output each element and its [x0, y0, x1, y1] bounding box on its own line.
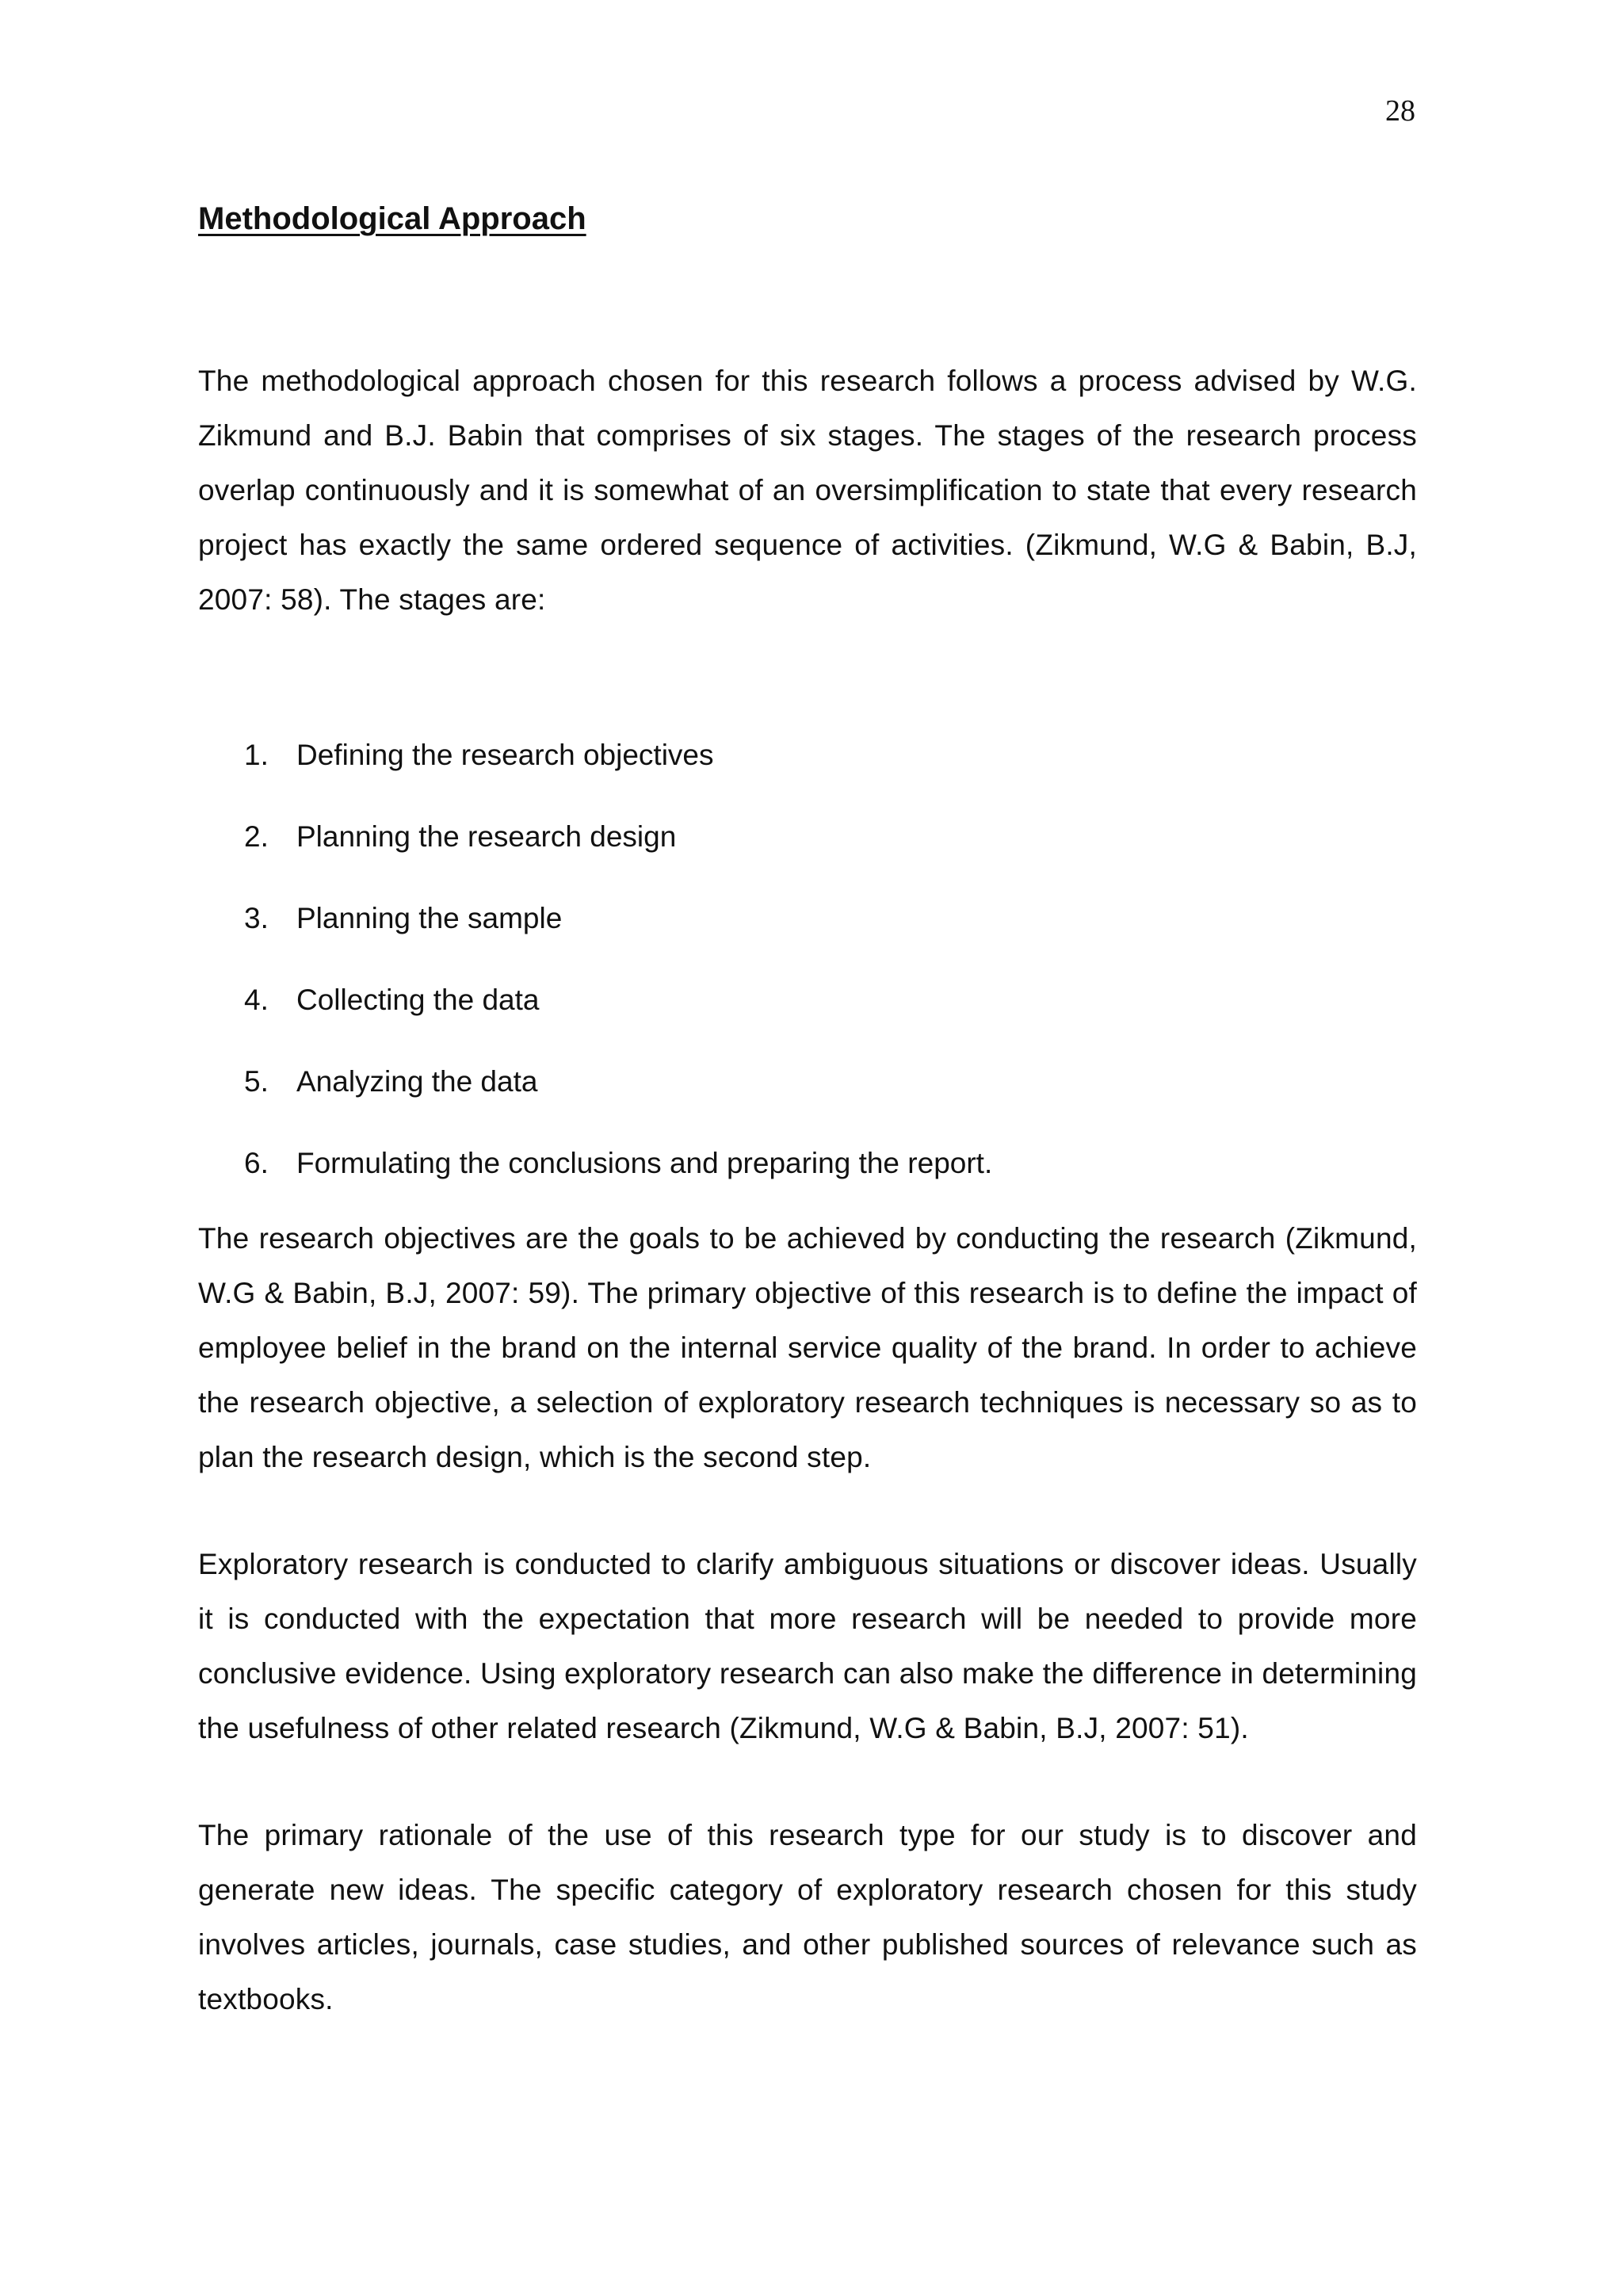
stage-number: 3. [244, 902, 269, 934]
stage-item [198, 818, 1417, 856]
document-body [198, 197, 1417, 2027]
stage-number: 4. [244, 984, 269, 1016]
stage-number: 5. [244, 1065, 269, 1098]
stage-number: 1. [244, 739, 269, 771]
stage-item [198, 900, 1417, 938]
stage-text: Analyzing the data [296, 1065, 538, 1098]
stage-text: Collecting the data [296, 984, 540, 1016]
intro-paragraph: The methodological approach chosen for this research follows a process advised by W.G. Zikmund and B.J. Babin that comprises of six stages. The stages of the research process overlap continuously and it is somewhat of an oversimplification to state that every research project has exactly the same ordered sequence of activities. (Zikmund, W.G & Babin, B.J, 2007: 58). The stages are: [198, 365, 1417, 616]
section-heading: Methodological Approach [198, 201, 586, 236]
stage-text: Defining the research objectives [296, 739, 714, 771]
objectives-paragraph: The research objectives are the goals to be achieved by conducting the research (Zikmund, W.G & Babin, B.J, 2007: 59). The primary objective of this research is to define the impact of employee belief in the brand on the internal service quality of the brand. In order to achieve the research objective, a selection of exploratory research techniques is necessary so as to plan the research design, which is the second step. [198, 1222, 1417, 1473]
exploratory-paragraph: Exploratory research is conducted to clarify ambiguous situations or discover ideas. Usually it is conducted with the expectation that more research will be needed to provide more conclusive evidence. Using exploratory research can also make the difference in determining the usefulness of other related research (Zikmund, W.G & Babin, B.J, 2007: 51). [198, 1548, 1417, 1744]
stage-item [198, 981, 1417, 1019]
stage-item [198, 1063, 1417, 1101]
rationale-paragraph: The primary rationale of the use of this research type for our study is to discover and generate new ideas. The specific category of exploratory research chosen for this study involves articles, journals, case studies, and other published sources of relevance such as textbooks. [198, 1819, 1417, 2015]
page-number: 28 [1385, 94, 1415, 128]
stage-number: 6. [244, 1147, 269, 1179]
stage-text: Planning the sample [296, 902, 563, 934]
stage-item [198, 1144, 1417, 1182]
stage-number: 2. [244, 820, 269, 853]
stage-text: Planning the research design [296, 820, 677, 853]
stage-item [198, 736, 1417, 774]
stages-list [198, 736, 1417, 1182]
stage-text: Formulating the conclusions and preparing the report. [296, 1147, 993, 1179]
